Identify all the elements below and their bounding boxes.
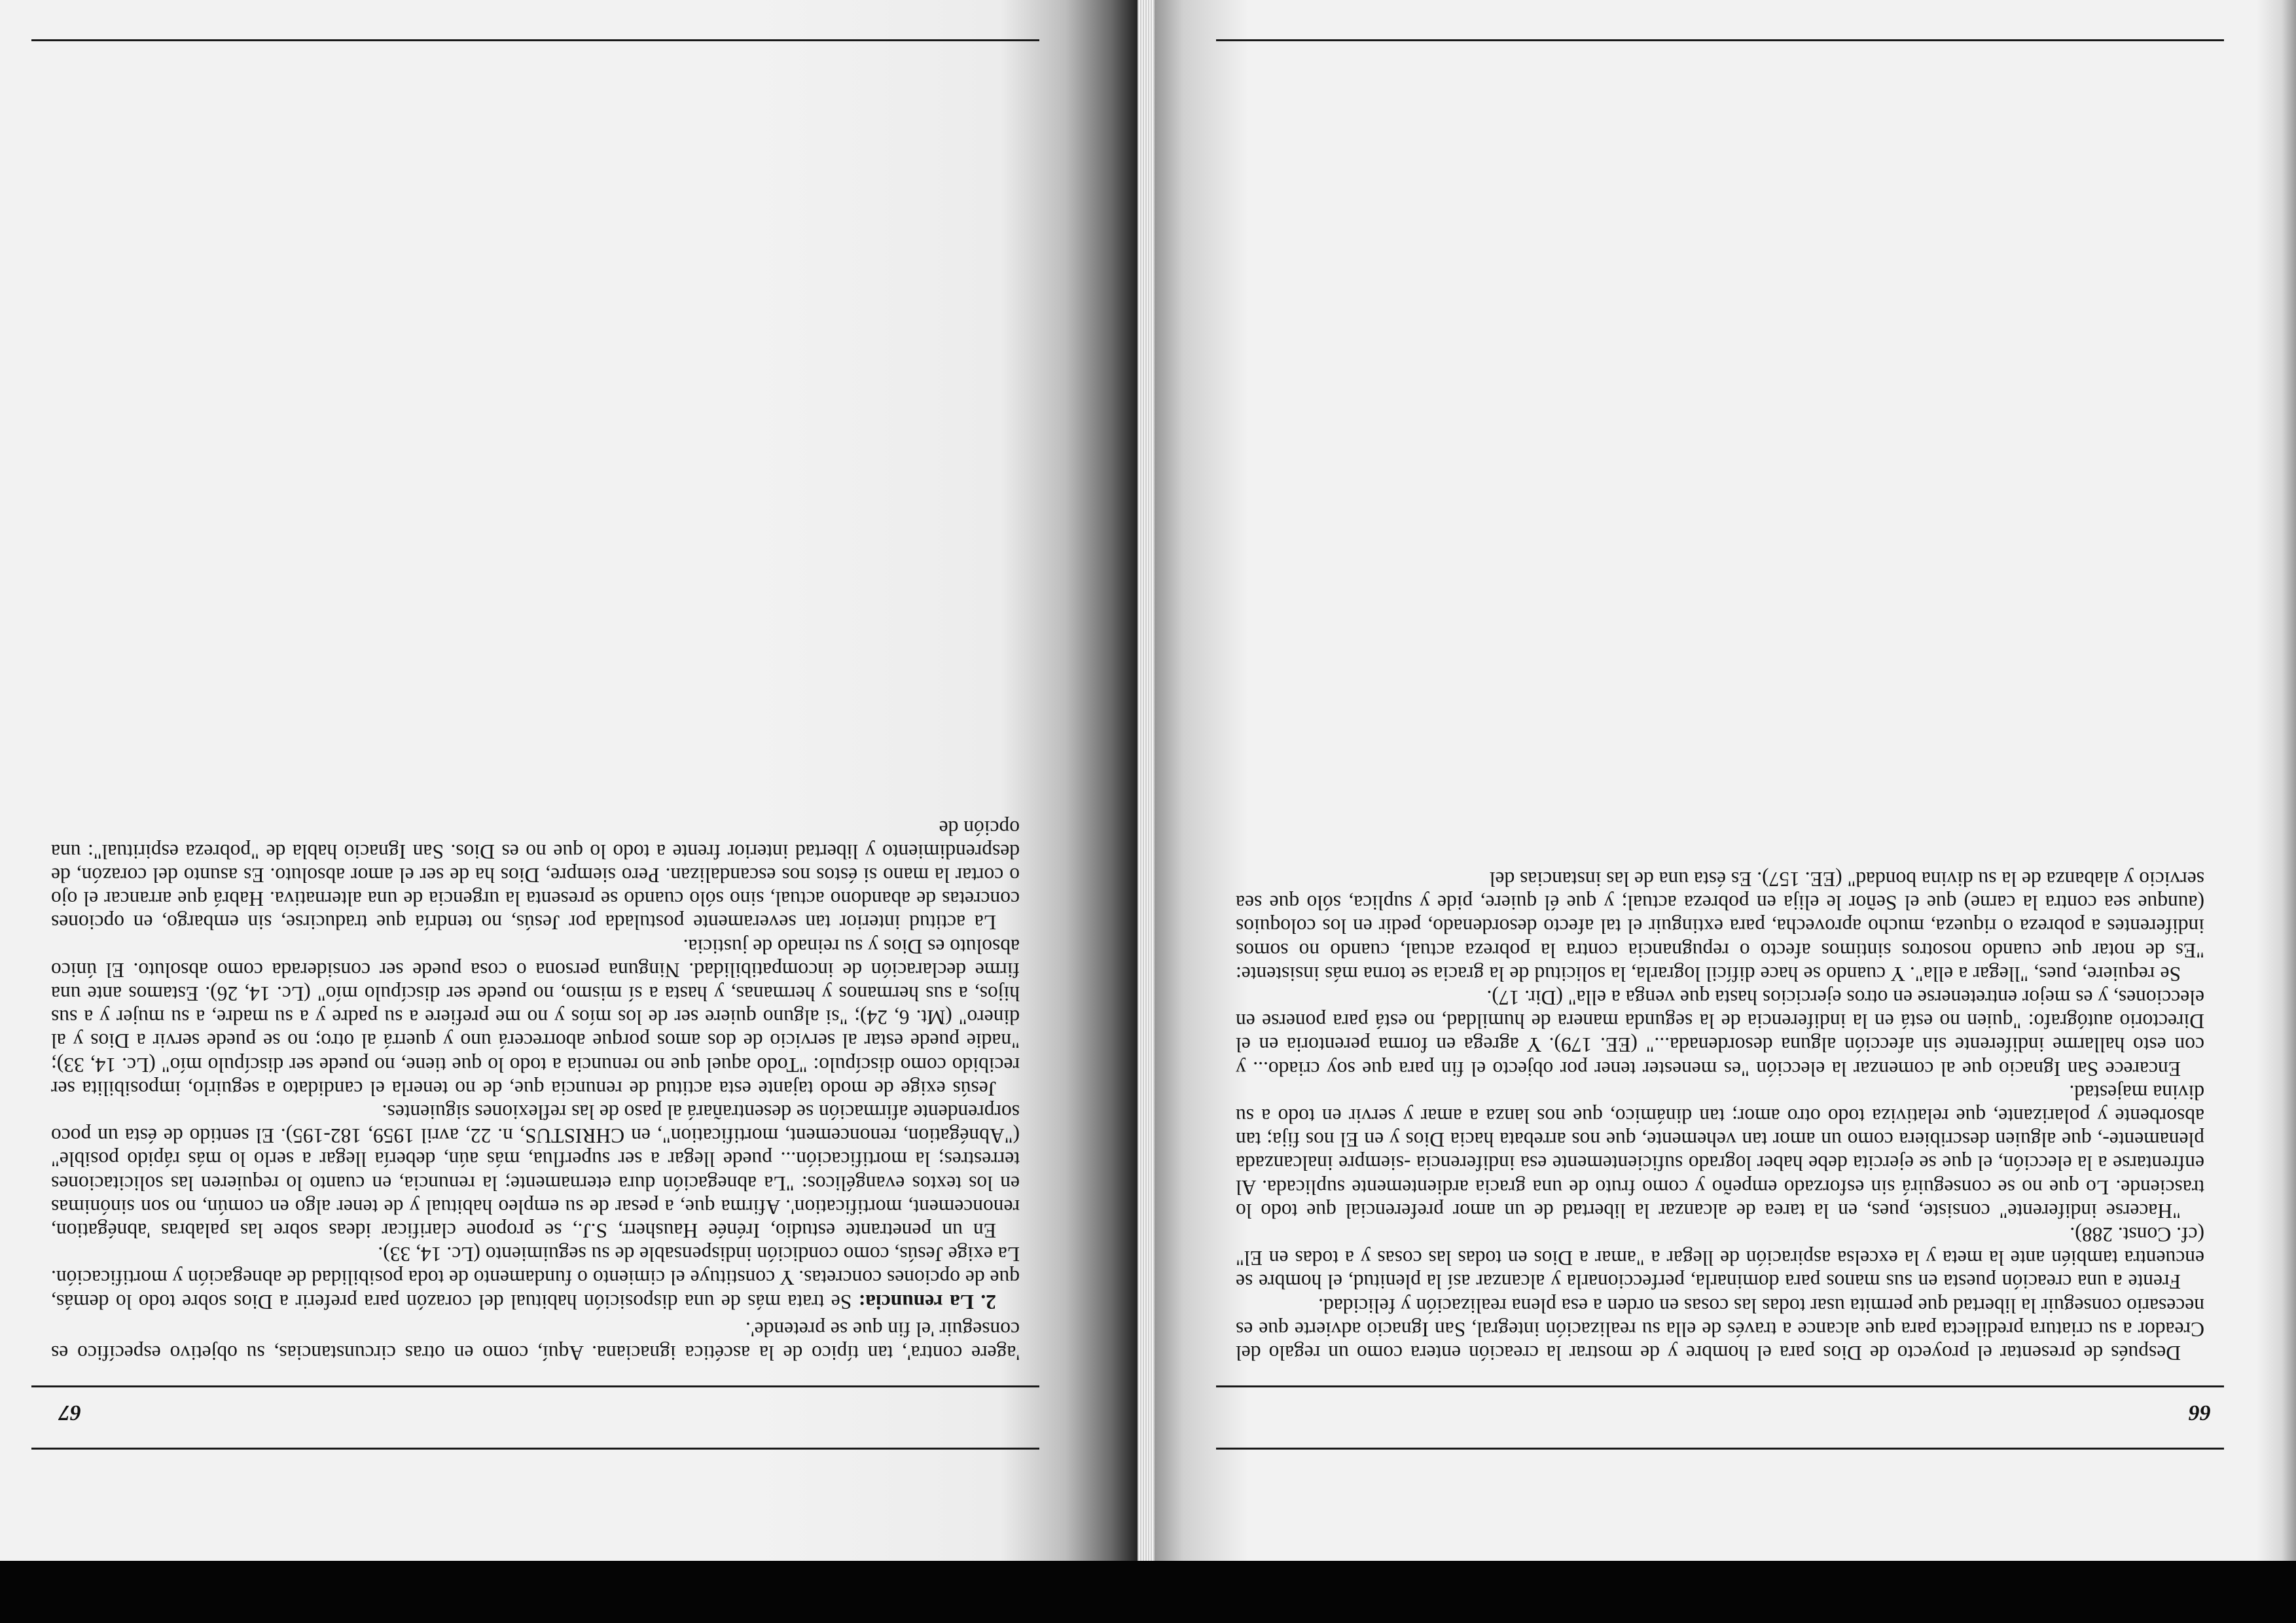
section-heading: 2. La renuncia: — [858, 1290, 996, 1313]
paragraph: Encarece San Ignacio que al comenzar la elección "es menester tener por objecto el fin para que soy criado... y con esto hallarme indiferente sin afección alguna desordenada..." (EE. 179). Y agrega en forma perentoria en el Directorio autógrafo: "quien no está en la indiferencia de la segunda manera de humildad, no está para ponerse en elecciones, y es mejor entretenerse en otros ejercicios hasta que venga a ella" (Dir. 17). — [1236, 986, 2204, 1080]
page-number: 67 — [59, 1400, 81, 1425]
paragraph: En un penetrante estudio, Irénée Hausherr, S.J., se propone clarificar ideas sobre las palabras 'abnégation, renoncement, mortification'. Afirma que, a pesar de su empleo habitual y de tener algo en común, no son sinónimas en los textos evangélicos: "La abnegación dura eternamente; la renuncia, en cuanto lo requieren las solicitaciones terrestres; la mortificación... puede llegar a ser superflua, más aún, debería llegar a serlo lo más rápido posible" ("Abnégation, renoncement, mortification", en CHRISTUS, n. 22, avril 1959, 182-195). El sentido de ésta un poco sorprendente afirmación se desentrañará al paso de las reflexiones siguientes. — [51, 1100, 1020, 1242]
header-rule — [31, 1448, 1039, 1450]
page-67 — [0, 0, 1138, 1561]
header-rule-lower — [31, 1385, 1039, 1387]
header-rule — [1216, 1448, 2224, 1450]
header-rule-lower — [1216, 1385, 2224, 1387]
paragraph: "Hacerse indiferente" consiste, pues, en la tarea de alcanzar la libertad de un amor preferencial que todo lo trasciende. Lo que no se conseguirá sin esforzado empeño y como fruto de una gracia ardientemente suplicada. Al enfrentarse a la elección, el que se ejercita debe haber logrado suficientemente esa indiferencia -siempre inalcanzada plenamente-, que alguien describiera como un amor tan vehemente, que nos arrebata hacia Dios y en El nos fija; tan absorbente y polarizante, que relativiza todo otro amor; tan dinámico, que nos lanza a amar y servir en todo a su divina majestad. — [1236, 1080, 2204, 1222]
page-66 — [1138, 0, 2296, 1561]
page-body — [51, 815, 1020, 1364]
page-number: 66 — [2189, 1400, 2211, 1425]
page-edges — [1138, 0, 1155, 1561]
paragraph: 'agere contra', tan típico de la ascética ignaciana. Aquí, como en otras circunstancias, su objetivo específico es conseguir 'el fin que se pretende'. — [51, 1317, 1020, 1364]
footer-rule — [31, 39, 1039, 41]
paragraph: La actitud interior tan severamente postulada por Jesús, no tendría que traducirse, sin embargo, en opciones concretas de abandono actual, sino sólo cuando se presenta la urgencia de una alternativa. Habrá que arrancar el ojo o cortar la mano si éstos nos escandalizan. Pero siempre, Dios ha de ser el amor absoluto. Es asunto del corazón, de desprendimiento y libertad interior frente a todo lo que no es Dios. San Ignacio habla de "pobreza espiritual": una opción de — [51, 816, 1020, 935]
footer-rule — [1216, 39, 2224, 41]
paragraph: Se requiere, pues, "llegar a ella". Y cuando se hace difícil lograrla, la solicitud de la gracia se torna más insistente: "Es de notar que cuando nosotros sintimos afecto o repugnancia contra la pobreza actual, cuando no somos indiferentes a pobreza o riqueza, mucho aprovecha, para extinguir el tal afecto desordenado, pedir en los coloquios (aunque sea contra la carne) que el Señor le elija en pobreza actual; y que él quiere, pide y suplica, sólo que sea servicio y alabanza de la su divina bondad" (EE. 157). Es ésta una de las instancias del — [1236, 867, 2204, 986]
paragraph: Jesús exige de modo tajante esta actitud de renuncia que, de no tenerla el candidato a seguirlo, imposibilita ser recibido como discípulo: "Todo aquel que no renuncia a todo lo que tiene, no puede ser discípulo mío" (Lc. 14, 33); "nadie puede estar al servicio de dos amos porque aborrecerá uno y querrá al otro; no se puede servir a Dios y al dinero" (Mt. 6, 24); "si alguno quiere ser de los míos y no me prefiere a su padre y a su madre, a su mujer y a sus hijos, a sus hermanos y hermanas, y hasta a sí mismo, no puede ser discípulo mío" (Lc. 14, 26). Estamos ante una firme declaración de incompatibilidad. Ninguna persona o cosa puede ser considerada como absoluto. El único absoluto es Dios y su reinado de justicia. — [51, 935, 1020, 1100]
section-heading-paragraph — [51, 1242, 1020, 1313]
page-body — [1236, 867, 2204, 1364]
section-heading-text: Se trata más de una disposición habitual del corazón para preferir a Dios sobre todo lo demás, que de opciones concretas. Y constituye el cimiento o fundamento de toda posibilidad de abnegación y mortificación. La exige Jesús, como condición indispensable de su seguimiento (Lc. 14, 33). — [51, 1243, 1020, 1313]
section-rule — [51, 1316, 1020, 1317]
paragraph: Frente a una creación puesta en sus manos para dominarla, perfeccionarla y alcanzar así la plenitud, el hombre se encuentra también ante la meta y la excelsa aspiración de llegar a "amar a Dios en todas las cosas y a todas en El" (cf. Const. 288). — [1236, 1222, 2204, 1294]
scanner-background — [0, 1551, 2296, 1623]
paragraph: Después de presentar el proyecto de Dios para el hombre y de mostrar la creación entera como un regalo del Creador a su criatura predilecta para que alcance a través de ella su realización integral, San Ignacio advierte que es necesario conseguir la libertad que permita usar todas las cosas en orden a esa plena realización y felicidad. — [1236, 1294, 2204, 1364]
